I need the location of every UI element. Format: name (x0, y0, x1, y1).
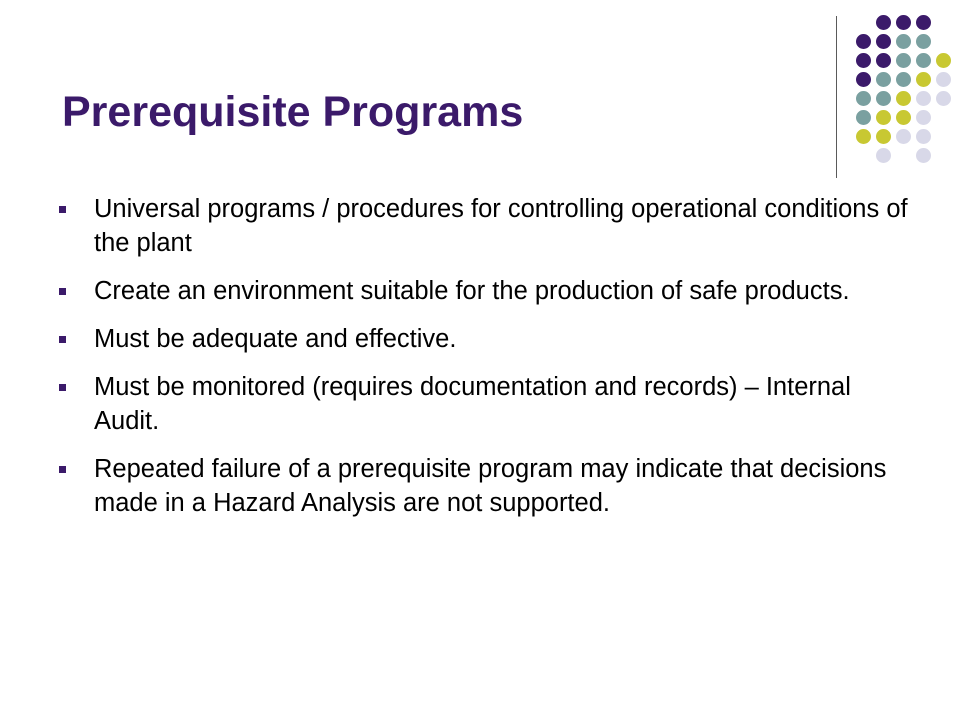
decorative-dot (856, 91, 871, 106)
decorative-dot (916, 148, 931, 163)
decorative-dot (876, 34, 891, 49)
decorative-dot (876, 148, 891, 163)
decorative-dot (856, 72, 871, 87)
decorative-dot (896, 53, 911, 68)
slide-title: Prerequisite Programs (62, 88, 524, 136)
decorative-dot (876, 91, 891, 106)
decorative-dot (896, 15, 911, 30)
bullet-item (58, 322, 908, 356)
decorative-dot (936, 72, 951, 87)
square-bullet-icon (59, 288, 66, 295)
decorative-dot (936, 53, 951, 68)
decorative-dot (916, 72, 931, 87)
decorative-dot (896, 91, 911, 106)
decorative-dot (916, 34, 931, 49)
decorative-dot (856, 129, 871, 144)
bullet-item (58, 274, 908, 308)
decorative-dot (896, 129, 911, 144)
bullet-item (58, 192, 908, 260)
decorative-dot (856, 34, 871, 49)
bullet-list (58, 192, 908, 534)
vertical-divider-line (836, 16, 837, 178)
decorative-dot (896, 72, 911, 87)
bullet-text: Repeated failure of a prerequisite program may indicate that decisions made in a Hazard Analysis are not supported. (94, 455, 887, 517)
square-bullet-icon (59, 336, 66, 343)
decorative-dot (916, 53, 931, 68)
bullet-text: Must be adequate and effective. (94, 325, 457, 353)
square-bullet-icon (59, 466, 66, 473)
square-bullet-icon (59, 384, 66, 391)
decorative-dot (936, 91, 951, 106)
decorative-dot (916, 129, 931, 144)
decorative-dot (916, 91, 931, 106)
decorative-dot (876, 110, 891, 125)
decorative-dot (876, 72, 891, 87)
bullet-text: Create an environment suitable for the production of safe products. (94, 277, 850, 305)
decorative-dot (916, 110, 931, 125)
bullet-item (58, 370, 908, 438)
square-bullet-icon (59, 206, 66, 213)
bullet-text: Universal programs / procedures for controlling operational conditions of the plant (94, 195, 908, 257)
decorative-dot (876, 129, 891, 144)
bullet-item (58, 452, 908, 520)
decorative-dot (856, 53, 871, 68)
decorative-dot (896, 34, 911, 49)
decorative-dot (896, 110, 911, 125)
decorative-dot (856, 110, 871, 125)
decorative-dot (876, 53, 891, 68)
bullet-text: Must be monitored (requires documentation and records) – Internal Audit. (94, 373, 851, 435)
decorative-dot (876, 15, 891, 30)
decorative-dot (916, 15, 931, 30)
